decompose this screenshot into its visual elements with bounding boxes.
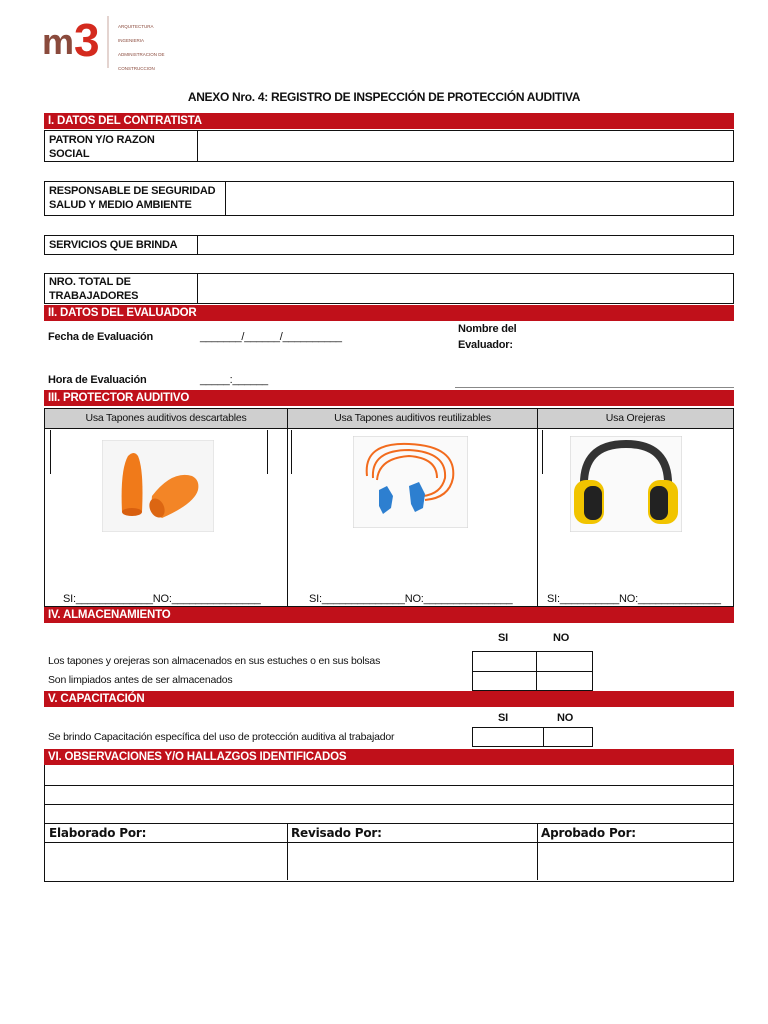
almac-q2-si-cell[interactable] [473,672,536,690]
observaciones-table [44,765,734,882]
responsable-label-line1: RESPONSABLE DE SEGURIDAD [49,185,216,197]
fecha-blank[interactable]: _______/______/__________ [200,331,342,343]
patron-label-line2: SOCIAL [49,148,90,160]
capac-no-header: NO [557,712,574,724]
almac-no-header: NO [553,632,570,644]
svg-text:3: 3 [74,14,100,66]
elaborado-signature-field[interactable] [45,843,287,880]
almac-q1-si-cell[interactable] [473,652,536,671]
servicios-field[interactable] [198,236,733,254]
svg-text:m: m [42,21,75,62]
almac-q2-no-cell[interactable] [537,672,592,690]
section-4-header: IV. ALMACENAMIENTO [44,607,734,623]
disposable-earplugs-image [102,440,214,532]
logo-line-1: ARQUITECTURA [118,24,154,29]
patron-label-line1: PATRON Y/O RAZON [49,134,155,146]
logo-line-2: INGENIERIA [118,38,145,43]
capac-si-header: SI [498,712,508,724]
fecha-label: Fecha de Evaluación [48,331,154,343]
revisado-signature-field[interactable] [288,843,537,880]
observacion-line-1[interactable] [45,765,733,785]
capac-question-1: Se brindo Capacitación específica del uso de protección auditiva al trabajador [48,731,395,743]
capac-si-cell[interactable] [473,728,543,746]
almac-question-2: Son limpiados antes de ser almacenados [48,674,233,686]
logo-line-3: ADMINISTRACION DE CONSTRUCCION [118,52,165,71]
aprobado-label: Aprobado Por: [541,826,636,840]
patron-field[interactable] [198,131,733,161]
revisado-label: Revisado Por: [291,826,382,840]
section-2-header: II. DATOS DEL EVALUADOR [44,305,734,321]
col-reutilizables: Usa Tapones auditivos reutilizables [334,412,491,424]
protector-table [44,408,734,607]
capac-no-cell[interactable] [544,728,592,746]
servicios-label: SERVICIOS QUE BRINDA [49,239,178,251]
col-descartables: Usa Tapones auditivos descartables [85,412,247,424]
company-logo [42,12,182,72]
patron-row [44,130,734,162]
nro-trabajadores-row [44,273,734,304]
document-title: ANEXO Nro. 4: REGISTRO DE INSPECCIÓN DE PROTECCIÓN AUDITIVA [187,90,581,104]
hora-label: Hora de Evaluación [48,374,147,386]
si-no-reutilizables[interactable]: SI:______________NO:_______________ [309,593,513,605]
almac-question-1: Los tapones y orejeras son almacenados en sus estuches o en sus bolsas [48,655,381,667]
almac-q1-no-cell[interactable] [537,652,592,671]
section-5-header: V. CAPACITACIÓN [44,691,734,707]
servicios-row [44,235,734,255]
responsable-label-line2: SALUD Y MEDIO AMBIENTE [49,199,192,211]
nombre-evaluador-field[interactable] [520,324,734,352]
nro-label-line2: TRABAJADORES [49,290,139,302]
col-orejeras: Usa Orejeras [605,412,666,424]
responsable-field[interactable] [226,182,733,215]
almac-answer-grid [472,651,593,691]
observacion-line-2[interactable] [45,786,733,804]
capac-answer-grid [472,727,593,747]
nro-field[interactable] [198,274,733,303]
nro-label-line1: NRO. TOTAL DE [49,276,131,288]
aprobado-signature-field[interactable] [538,843,733,880]
reusable-earplugs-image [353,436,468,528]
si-no-orejeras[interactable]: SI:__________NO:______________ [547,593,721,605]
hora-blank[interactable]: _____:______ [200,374,268,386]
section-3-header: III. PROTECTOR AUDITIVO [44,390,734,406]
earmuffs-image [570,436,682,532]
section-6-header: VI. OBSERVACIONES Y/O HALLAZGOS IDENTIFICADOS [44,749,734,765]
section-1-header: I. DATOS DEL CONTRATISTA [44,113,734,129]
almac-si-header: SI [498,632,508,644]
si-no-descartables[interactable]: SI:_____________NO:_______________ [63,593,261,605]
nombre-label-line2: Evaluador: [458,339,513,351]
observacion-line-3[interactable] [45,805,733,823]
elaborado-label: Elaborado Por: [49,826,147,840]
responsable-row [44,181,734,216]
nombre-label-line1: Nombre del [458,323,517,335]
